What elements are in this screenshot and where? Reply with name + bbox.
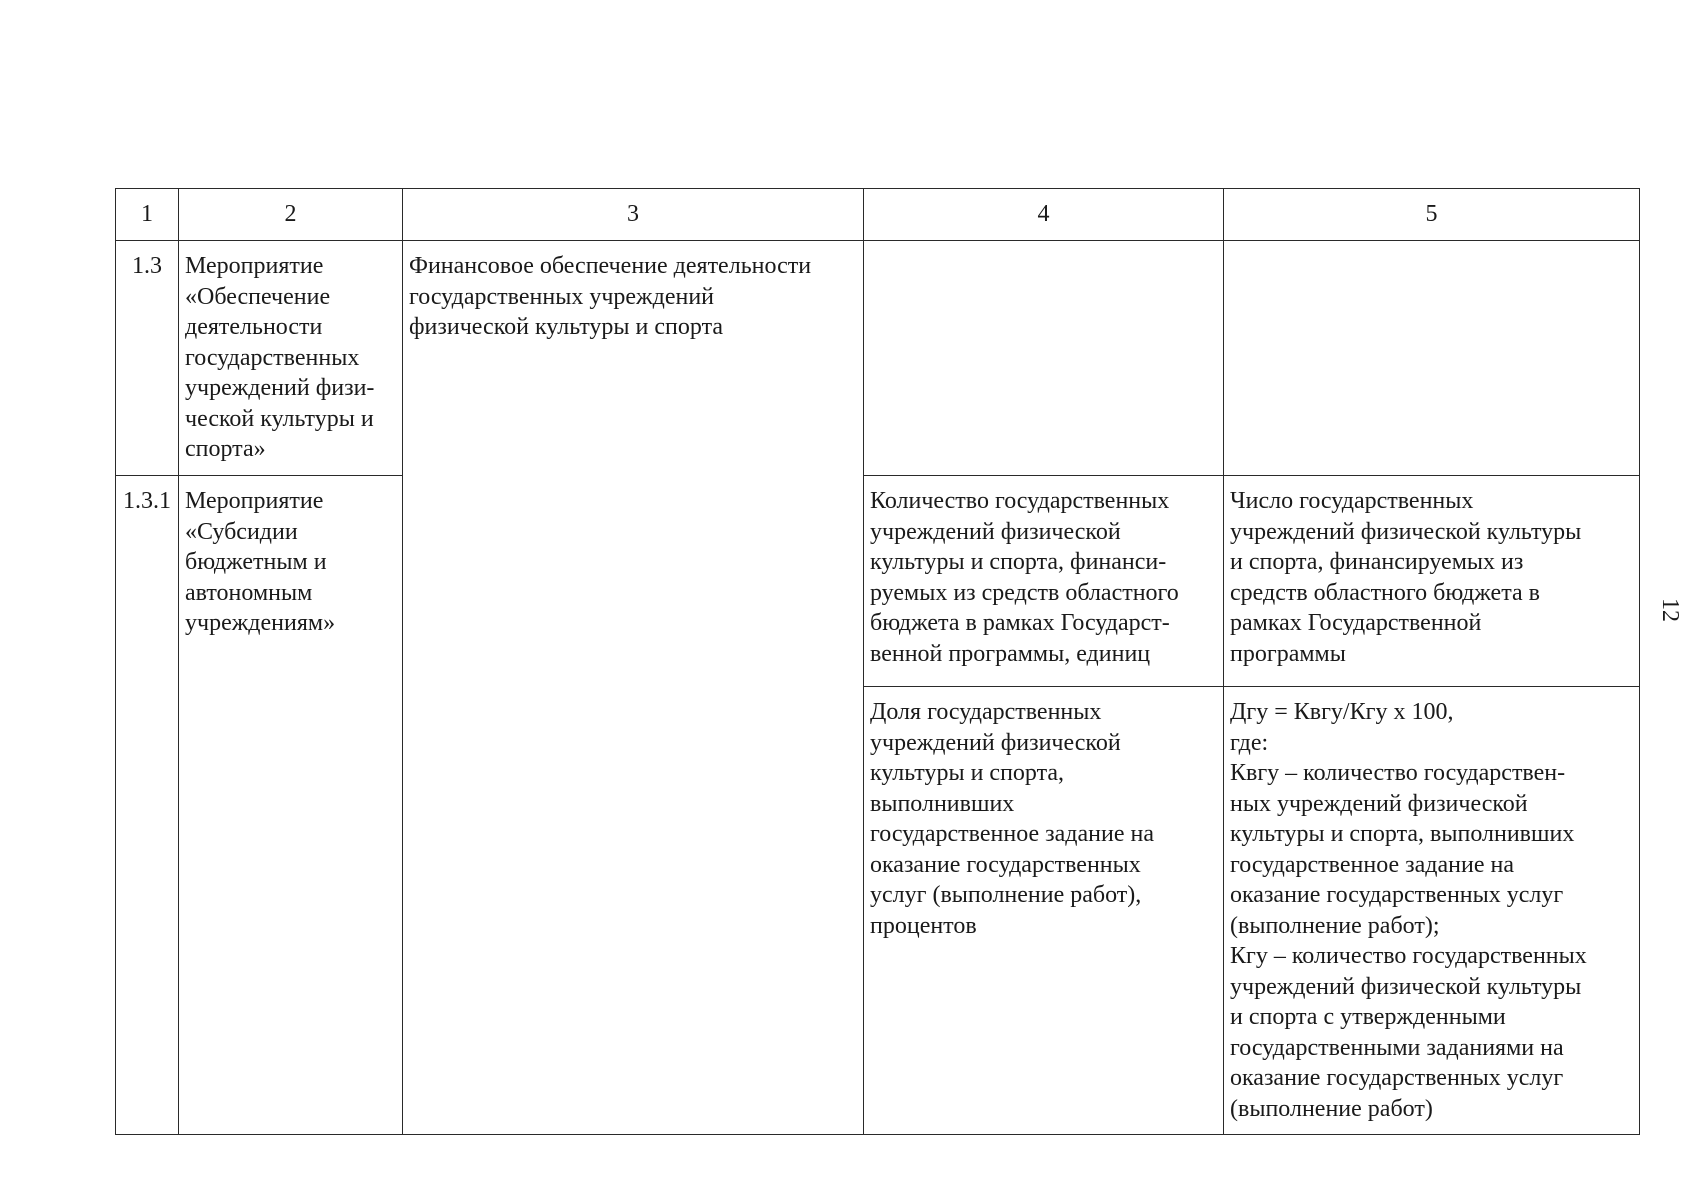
column-header-4: 4 (864, 189, 1224, 241)
row-number: 1.3 (116, 241, 179, 476)
column-header-2: 2 (179, 189, 403, 241)
calculation-method: Число государственных учреждений физической культуры и спорта, финансируемых из средств областного бюджета в рамках Государственной программы (1224, 476, 1640, 687)
event-name: Мероприятие «Субсидии бюджетным и автономным учреждениям» (179, 476, 403, 1135)
indicator-name (864, 241, 1224, 476)
event-name: Мероприятие «Обеспечение деятельности государственных учреждений физи- ческой культуры и спорта» (179, 241, 403, 476)
event-description: Финансовое обеспечение деятельности государственных учреждений физической культуры и спорта (403, 241, 864, 1135)
indicators-table (115, 188, 1640, 1135)
column-header-1: 1 (116, 189, 179, 241)
table-row (116, 476, 1640, 687)
row-number: 1.3.1 (116, 476, 179, 1135)
column-header-3: 3 (403, 189, 864, 241)
calculation-method: Дгу = Квгу/Кгу х 100, где: Квгу – количество государствен- ных учреждений физической культуры и спорта, выполнивших государственное задание на оказание государственных услуг (выполнение работ); Кгу – количество государственных учреждений физической культуры и спорта с утвержденными государственными заданиями на оказание государственных услуг (выполнение работ) (1224, 687, 1640, 1135)
indicator-name: Количество государственных учреждений физической культуры и спорта, финанси- руемых из средств областного бюджета в рамках Государст- венной программы, единиц (864, 476, 1224, 687)
table-header-row (116, 189, 1640, 241)
page-number: 12 (1657, 598, 1683, 622)
indicator-name: Доля государственных учреждений физической культуры и спорта, выполнивших государственное задание на оказание государственных услуг (выполнение работ), процентов (864, 687, 1224, 1135)
table-row (116, 241, 1640, 476)
calculation-method (1224, 241, 1640, 476)
column-header-5: 5 (1224, 189, 1640, 241)
